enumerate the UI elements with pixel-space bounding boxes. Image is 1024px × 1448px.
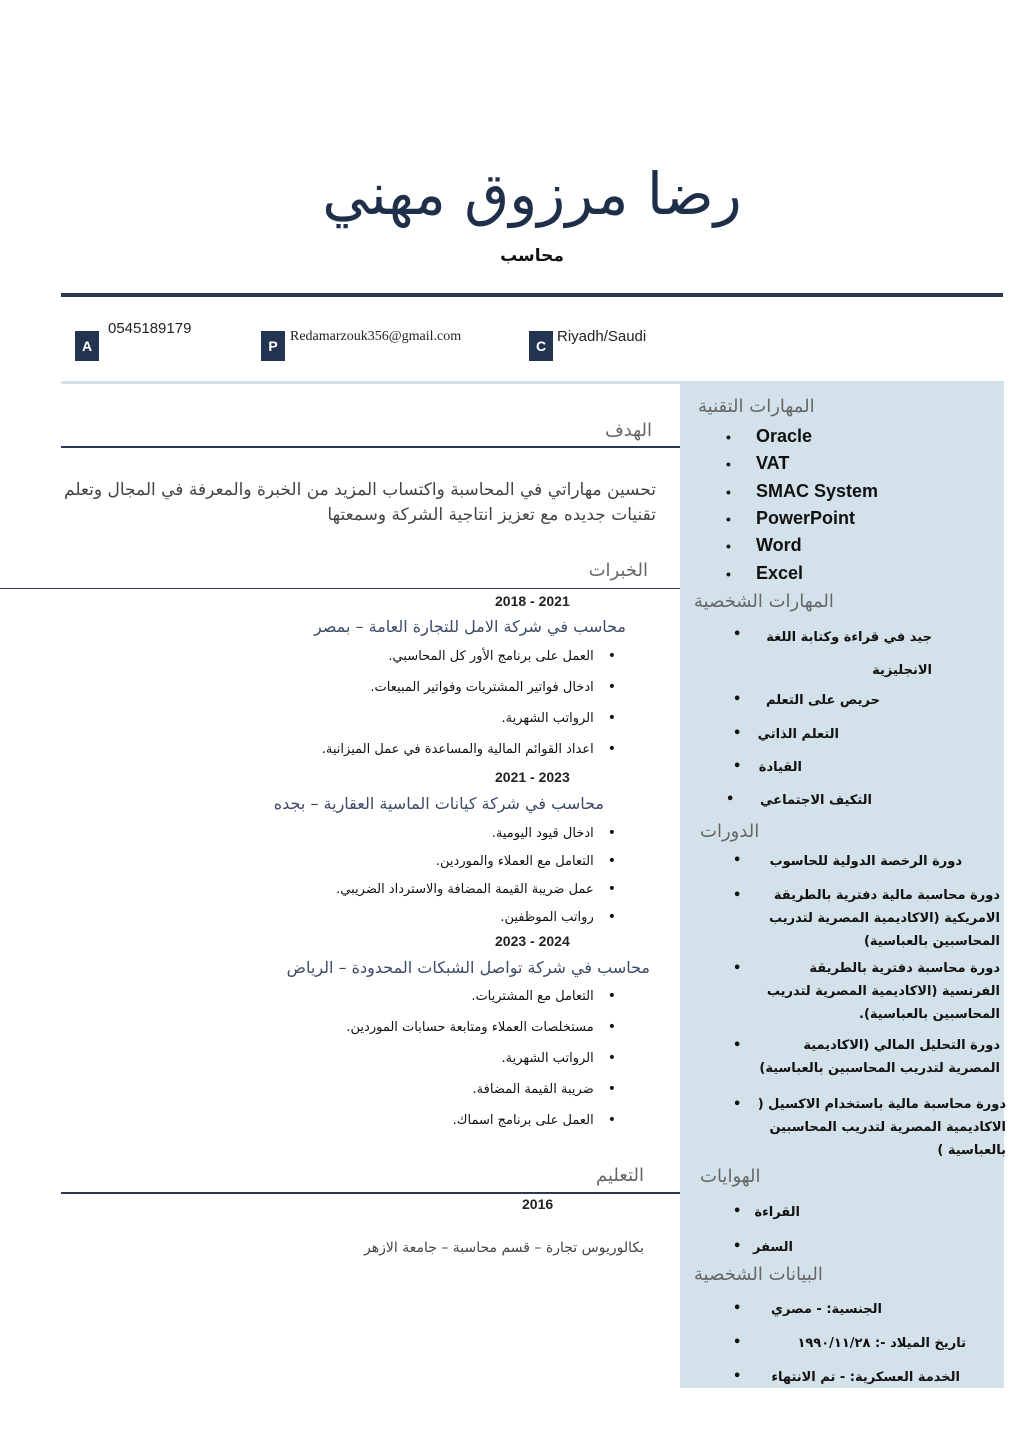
personal-skill-2: حريص على التعلم (766, 693, 880, 708)
job-2-duty-1: • ادخال قيود اليومية. (492, 825, 616, 841)
job-2-duty-2: • التعامل مع العملاء والموردين. (436, 853, 616, 869)
email-address[interactable]: Redamarzouk356@gmail.com (290, 329, 462, 344)
job-1-duty-2: • ادخال فواتير المشتريات وفواتير المبيعات. (370, 679, 616, 695)
hobby-1: القراءة (754, 1205, 800, 1220)
job-3-title: محاسب في شركة تواصل الشبكات المحدودة – الرياض (286, 958, 650, 977)
header-divider (61, 293, 1003, 297)
experience-heading: الخبرات (588, 560, 648, 581)
hobbies-heading: الهوايات (700, 1166, 761, 1187)
tech-skill-word: • Word (726, 535, 802, 556)
objective-heading: الهدف (605, 420, 652, 441)
job-3-duty-5: • العمل على برنامج اسماك. (453, 1112, 616, 1128)
job-3-years: 2023 - 2024 (495, 933, 570, 949)
education-degree: بكالوريوس تجارة – قسم محاسبة – جامعة الازهر (364, 1240, 644, 1256)
objective-text: تحسين مهاراتي في المحاسبة واكتساب المزيد من الخبرة والمعرفة في المجال وتعلم تقنيات جديده مع تعزيز انتاجية الشركة وسمعتها (64, 480, 656, 525)
email-badge: P (261, 331, 285, 361)
bullet-dot: • (733, 627, 742, 642)
job-1-title: محاسب في شركة الامل للتجارة العامة – بمصر (314, 617, 626, 636)
tech-skill-powerpoint: • PowerPoint (726, 508, 855, 529)
course-4: دورة التحليل المالي (الاكاديمية المصرية لتدريب المحاسبين بالعباسية) (759, 1038, 1000, 1076)
bullet-dot: • (733, 1239, 742, 1254)
course-5: دورة محاسبة مالية باستخدام الاكسيل ( الاكاديمية المصرية لتدريب المحاسبين بالعباسية ) (757, 1097, 1006, 1158)
job-3-duty-2: • مستخلصات العملاء ومتابعة حسابات الموردين. (346, 1019, 616, 1035)
job-3-duty-4: • ضريبة القيمة المضافة. (473, 1081, 616, 1097)
personal-data-heading: البيانات الشخصية (694, 1264, 823, 1285)
bullet-dot: • (733, 759, 742, 774)
course-2: دورة محاسبة مالية دفترية بالطريقة الامريكية (الاكاديمية المصرية لتدريب المحاسبين بالعباسية) (769, 888, 1000, 949)
bullet-dot: • (733, 1097, 742, 1112)
bullet-dot: • (733, 1038, 742, 1053)
tech-skills-heading: المهارات التقنية (698, 396, 815, 417)
bullet-dot: • (733, 1204, 742, 1219)
course-3: دورة محاسبة دفترية بالطريقة الفرنسية (الاكاديمية المصرية لتدريب المحاسبين بالعباسية). (766, 961, 1000, 1022)
job-3-duty-3: • الرواتب الشهرية. (502, 1050, 616, 1066)
tech-skill-oracle: • Oracle (726, 426, 812, 447)
bullet-dot: • (733, 1335, 742, 1350)
education-heading: التعليم (596, 1165, 644, 1186)
bullet-dot: • (733, 726, 742, 741)
objective-divider (61, 446, 680, 448)
job-1-years: 2018 - 2021 (495, 593, 570, 609)
location-text: Riyadh/Saudi (557, 328, 647, 345)
personal-skills-heading: المهارات الشخصية (694, 591, 834, 612)
tech-skill-excel: • Excel (726, 563, 803, 584)
personal-skill-1: جيد في قراءة وكتابة اللغة الانجليزية (766, 630, 932, 678)
personal-skill-5: التكيف الاجتماعي (760, 793, 872, 808)
candidate-name: رضا مرزوق مهني (322, 160, 742, 228)
bullet-dot: • (733, 853, 742, 868)
job-2-title: محاسب في شركة كيانات الماسية العقارية – بجده (273, 794, 604, 813)
job-2-years: 2021 - 2023 (495, 769, 570, 785)
job-1-duty-1: • العمل على برنامج الأور كل المحاسبي. (388, 648, 616, 664)
military-service: الخدمة العسكرية: - تم الانتهاء (771, 1370, 960, 1385)
job-title: محاسب (500, 246, 564, 266)
bullet-dot: • (733, 888, 742, 903)
phone-number: 0545189179 (108, 320, 192, 337)
job-1-duty-3: • الرواتب الشهرية. (502, 710, 616, 726)
personal-skill-4: القيادة (758, 760, 802, 775)
tech-skill-smac: • SMAC System (726, 481, 878, 502)
bullet-dot: • (726, 792, 735, 807)
nationality: الجنسية: - مصري (771, 1302, 882, 1317)
education-divider (61, 1192, 680, 1194)
hobby-2: السفر (752, 1240, 793, 1255)
phone-badge: A (75, 331, 99, 361)
bullet-dot: • (733, 1369, 742, 1384)
personal-skill-3: التعلم الذاتي (757, 727, 839, 742)
courses-heading: الدورات (700, 821, 760, 842)
location-badge: C (529, 331, 553, 361)
tech-skill-vat: • VAT (726, 453, 789, 474)
bullet-dot: • (733, 1301, 742, 1316)
bullet-dot: • (733, 692, 742, 707)
education-year: 2016 (522, 1196, 554, 1212)
experience-divider (0, 588, 680, 589)
job-1-duty-4: • اعداد القوائم المالية والمساعدة في عمل الميزانية. (322, 741, 616, 757)
bullet-dot: • (733, 961, 742, 976)
course-1: دورة الرخصة الدولية للحاسوب (769, 854, 962, 869)
job-2-duty-4: • رواتب الموظفين. (500, 909, 616, 925)
job-2-duty-3: • عمل ضريبة القيمة المضافة والاسترداد الضريبي. (336, 881, 616, 897)
birth-date: تاريخ الميلاد -: ١٩٩٠/١١/٢٨ (797, 1336, 966, 1351)
job-3-duty-1: • التعامل مع المشتريات. (471, 988, 616, 1004)
